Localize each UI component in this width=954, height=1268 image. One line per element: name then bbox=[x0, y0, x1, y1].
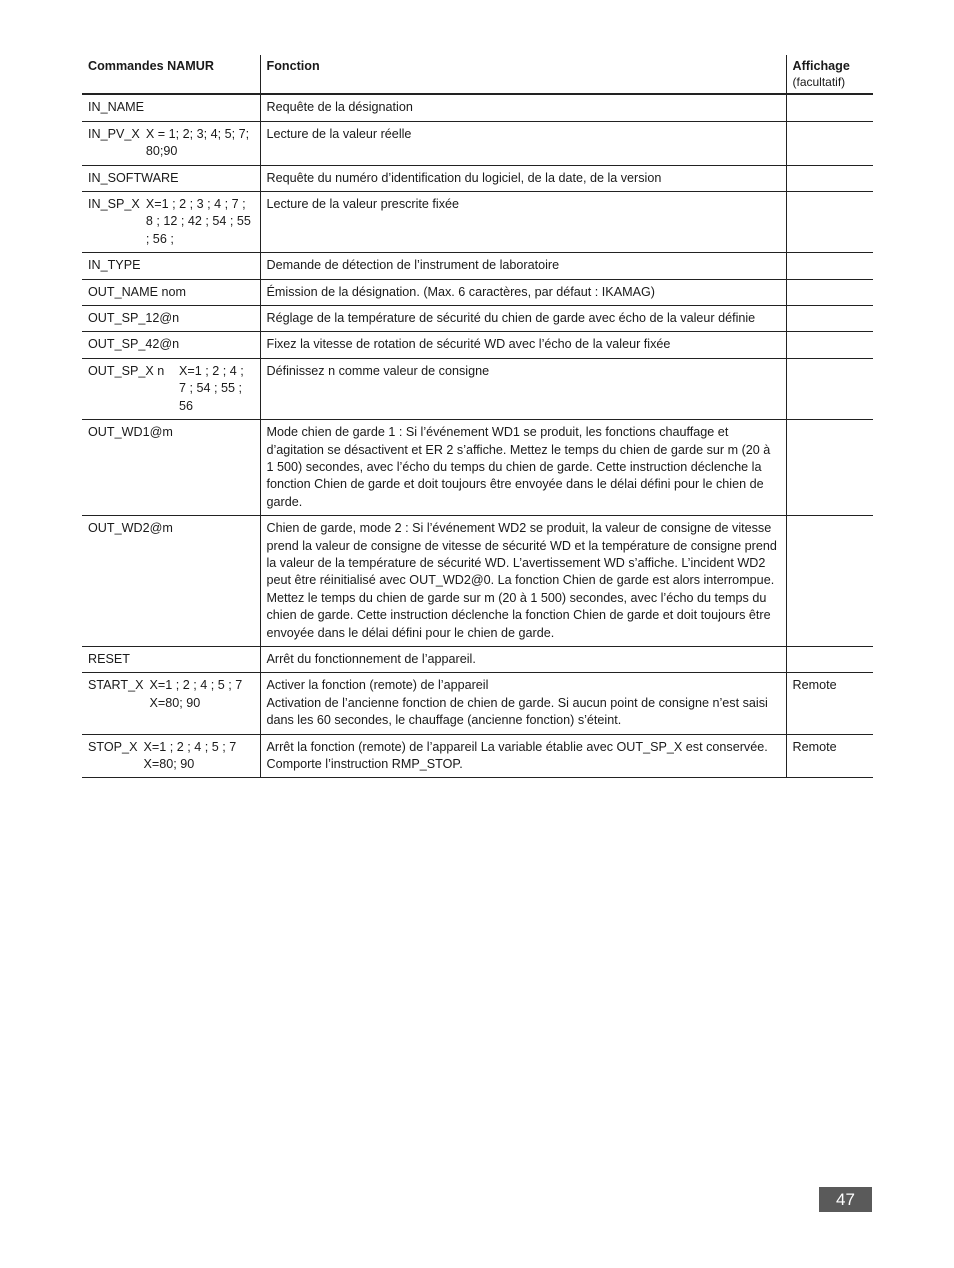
function-cell bbox=[260, 165, 786, 191]
command-cell bbox=[82, 192, 260, 253]
function-cell bbox=[260, 420, 786, 516]
command-name: STOP_X bbox=[88, 739, 138, 754]
function-cell bbox=[260, 646, 786, 672]
function-cell bbox=[260, 94, 786, 121]
table-row bbox=[82, 165, 873, 191]
command-cell bbox=[82, 279, 260, 305]
function-text: Mode chien de garde 1 : Si l’événement WD1 se produit, les fonctions chauffage et d’agitation se désactivent et ER 2 s’affiche. Mettez le temps du chien de garde sur m (20 à 1 500) secondes, avec l’écho du temps du chien de garde. Cette instruction déclenche la fonction Chien de garde et doit toujours être envoyée dans le délai défini pour le chien de garde. bbox=[266, 425, 771, 509]
command-cell bbox=[82, 94, 260, 121]
command-cell bbox=[82, 646, 260, 672]
command-name: OUT_WD2@m bbox=[88, 521, 173, 536]
function-cell bbox=[260, 306, 786, 332]
command-cell bbox=[82, 121, 260, 165]
table-row bbox=[82, 121, 873, 165]
command-name: RESET bbox=[88, 651, 130, 666]
command-cell bbox=[82, 306, 260, 332]
display-cell bbox=[786, 420, 873, 516]
command-name: OUT_NAME nom bbox=[88, 284, 186, 299]
function-cell bbox=[260, 253, 786, 279]
function-text: Chien de garde, mode 2 : Si l’événement WD2 se produit, la valeur de consigne de vitesse prend la valeur de consigne de vitesse de sécurité WD et la température de consigne prend la valeur de la température de sécurité WD. L’avertissement WD s’affiche. L’incident WD2 peut être réinitialisé avec OUT_WD2@0. La fonction Chien de garde est alors interrompue. Mettez le temps du chien de garde sur m (20 à 1 500) secondes, avec l’écho du temps du chien de garde. Cette instruction déclenche la fonction Chien de garde et doit toujours être envoyée dans le délai défini pour le chien de garde. bbox=[266, 521, 777, 640]
table-row bbox=[82, 646, 873, 672]
function-cell bbox=[260, 673, 786, 734]
function-text: Demande de détection de l’instrument de laboratoire bbox=[266, 258, 560, 273]
function-text: Lecture de la valeur réelle bbox=[266, 126, 412, 141]
command-name: OUT_WD1@m bbox=[88, 425, 173, 440]
display-cell bbox=[786, 253, 873, 279]
command-args: X=1 ; 2 ; 4 ; 7 ; 54 ; 55 ; 56 bbox=[179, 363, 244, 413]
table-row bbox=[82, 192, 873, 253]
command-cell bbox=[82, 673, 260, 734]
display-cell bbox=[786, 94, 873, 121]
function-text: Fixez la vitesse de rotation de sécurité WD avec l’écho de la valeur fixée bbox=[266, 337, 671, 352]
display-cell bbox=[786, 673, 873, 734]
function-text: Définissez n comme valeur de consigne bbox=[266, 363, 490, 378]
table-row bbox=[82, 420, 873, 516]
command-name: IN_SP_X bbox=[88, 197, 140, 212]
command-cell bbox=[82, 253, 260, 279]
command-name: OUT_SP_12@n bbox=[88, 311, 180, 326]
table-row bbox=[82, 94, 873, 121]
display-cell bbox=[786, 121, 873, 165]
table-row bbox=[82, 673, 873, 734]
display-cell bbox=[786, 332, 873, 358]
command-cell bbox=[82, 420, 260, 516]
function-text: Requête de la désignation bbox=[266, 100, 413, 115]
command-cell bbox=[82, 358, 260, 419]
command-name: IN_TYPE bbox=[88, 258, 141, 273]
command-args: X=1 ; 2 ; 4 ; 5 ; 7 X=80; 90 bbox=[149, 678, 243, 710]
function-text: Émission de la désignation. (Max. 6 caractères, par défaut : IKAMAG) bbox=[266, 284, 655, 299]
table-row bbox=[82, 332, 873, 358]
table-row bbox=[82, 358, 873, 419]
table-row bbox=[82, 734, 873, 778]
command-cell bbox=[82, 332, 260, 358]
display-cell bbox=[786, 165, 873, 191]
function-cell bbox=[260, 121, 786, 165]
table-header-row bbox=[82, 55, 873, 94]
command-name: START_X bbox=[88, 678, 144, 693]
display-text: Remote bbox=[792, 739, 837, 754]
command-cell bbox=[82, 734, 260, 778]
command-name: IN_NAME bbox=[88, 100, 144, 115]
table-row bbox=[82, 279, 873, 305]
function-text: Activer la fonction (remote) de l’appareil bbox=[266, 678, 489, 693]
display-cell bbox=[786, 646, 873, 672]
header-command bbox=[82, 55, 260, 94]
display-cell bbox=[786, 279, 873, 305]
function-text: Activation de l’ancienne fonction de chien de garde. Si aucun point de consigne n’est saisi dans les 60 secondes, le chauffage (ancienne fonction) s’éteint. bbox=[266, 695, 768, 728]
function-text: Lecture de la valeur prescrite fixée bbox=[266, 197, 460, 212]
command-args: X=1 ; 2 ; 3 ; 4 ; 7 ; 8 ; 12 ; 42 ; 54 ; 55 ; 56 ; bbox=[145, 197, 251, 246]
header-function-label: Fonction bbox=[266, 59, 320, 73]
command-name: IN_PV_X bbox=[88, 126, 140, 141]
function-cell bbox=[260, 332, 786, 358]
header-function bbox=[260, 55, 786, 94]
command-name: IN_SOFTWARE bbox=[88, 170, 179, 185]
display-text: Remote bbox=[792, 678, 837, 693]
table-row bbox=[82, 253, 873, 279]
table-row bbox=[82, 306, 873, 332]
display-cell bbox=[786, 306, 873, 332]
header-command-label: Commandes NAMUR bbox=[88, 59, 214, 73]
function-text: Réglage de la température de sécurité du chien de garde avec écho de la valeur définie bbox=[266, 311, 756, 326]
function-cell bbox=[260, 516, 786, 647]
display-cell bbox=[786, 192, 873, 253]
command-cell bbox=[82, 165, 260, 191]
function-cell bbox=[260, 734, 786, 778]
function-cell bbox=[260, 192, 786, 253]
command-args: X=1 ; 2 ; 4 ; 5 ; 7 X=80; 90 bbox=[143, 739, 237, 771]
display-cell bbox=[786, 734, 873, 778]
function-text: Arrêt la fonction (remote) de l’appareil La variable établie avec OUT_SP_X est conservée. Comporte l’instruction RMP_STOP. bbox=[266, 739, 768, 771]
function-cell bbox=[260, 279, 786, 305]
display-cell bbox=[786, 358, 873, 419]
header-display-label: Affichage bbox=[792, 59, 850, 73]
table-row bbox=[82, 516, 873, 647]
command-name: OUT_SP_X n bbox=[88, 363, 165, 378]
namur-commands-table bbox=[82, 55, 873, 778]
function-text: Requête du numéro d’identification du logiciel, de la date, de la version bbox=[266, 170, 662, 185]
header-display-sub: (facultatif) bbox=[792, 75, 846, 90]
command-args: X = 1; 2; 3; 4; 5; 7; 80;90 bbox=[145, 126, 250, 159]
command-name: OUT_SP_42@n bbox=[88, 337, 180, 352]
page-number: 47 bbox=[819, 1187, 872, 1212]
command-cell bbox=[82, 516, 260, 647]
display-cell bbox=[786, 516, 873, 647]
header-display bbox=[786, 55, 873, 94]
function-cell bbox=[260, 358, 786, 419]
function-text: Arrêt du fonctionnement de l’appareil. bbox=[266, 651, 476, 666]
